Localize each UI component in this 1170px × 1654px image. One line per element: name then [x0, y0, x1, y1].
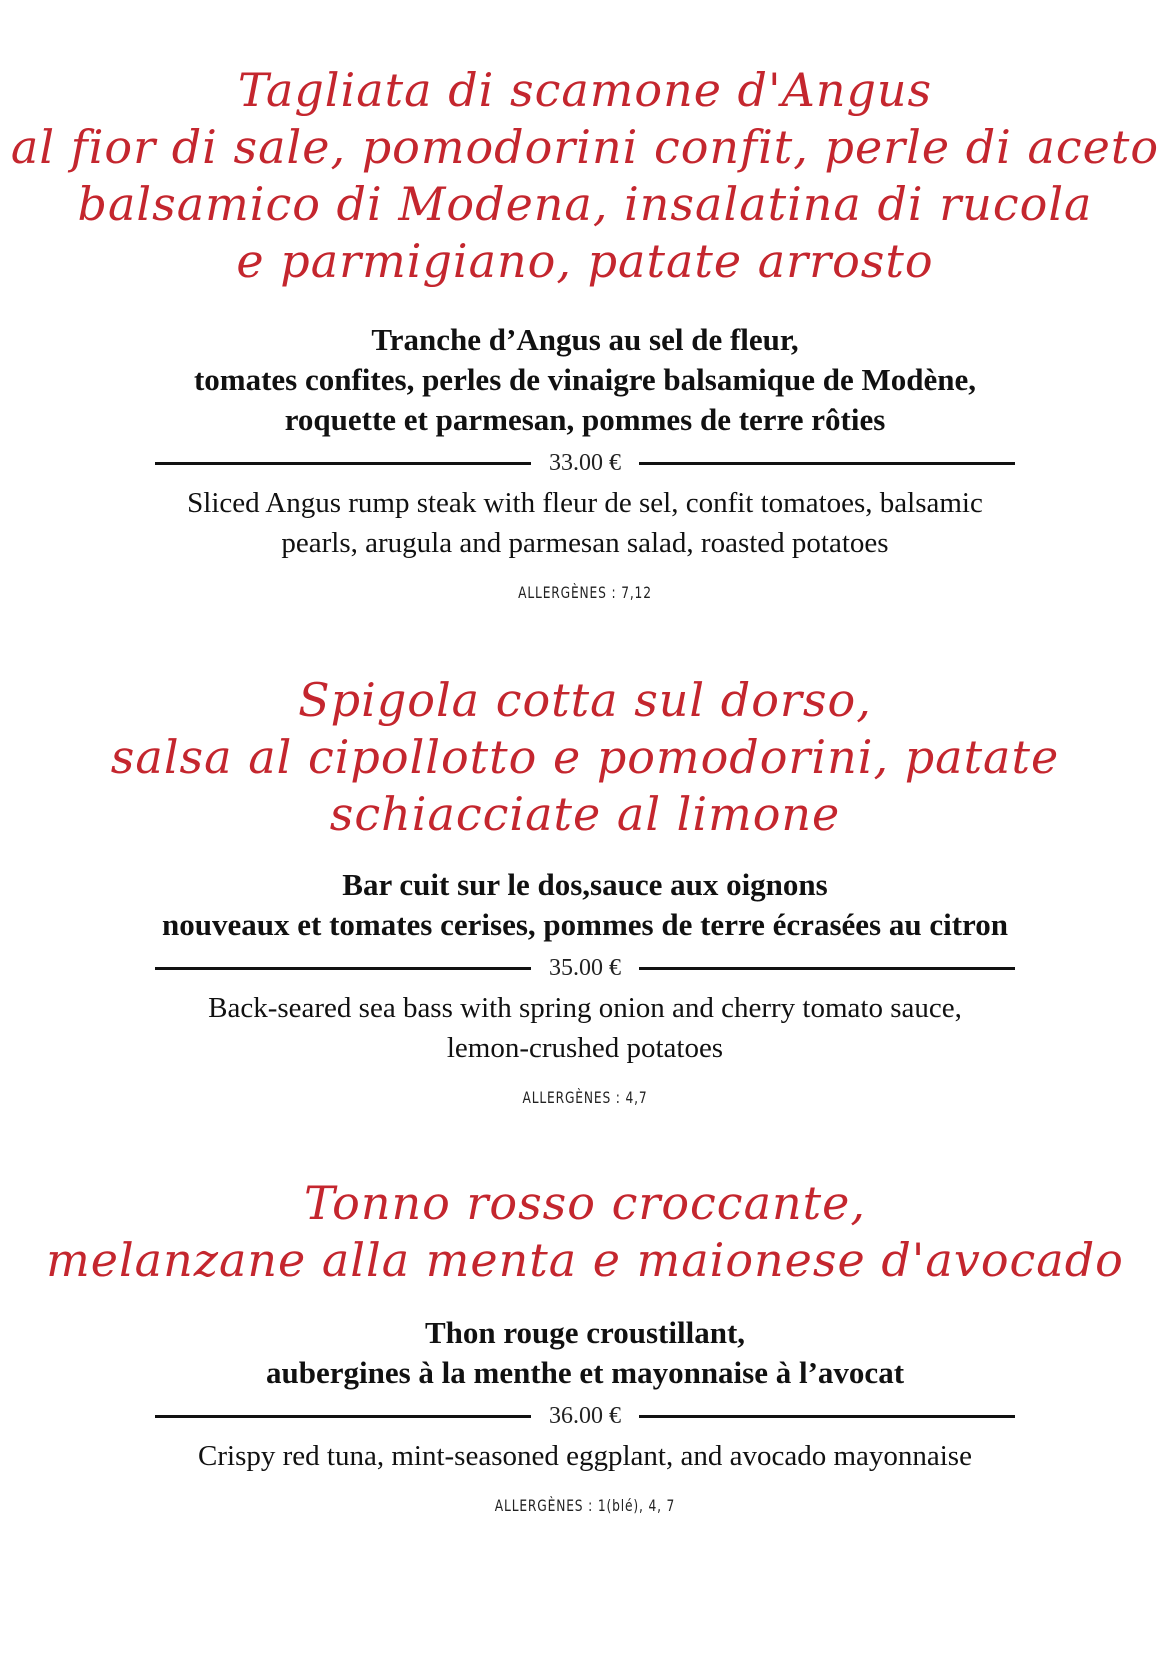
allergens-value: 4,7 — [625, 1088, 648, 1107]
price-row — [155, 450, 1015, 477]
divider-right — [639, 462, 1015, 465]
english-line: lemon-crushed potatoes — [446, 1032, 724, 1064]
price-row — [155, 955, 1015, 982]
italian-line: salsa al cipollotto e pomodorini, patate — [110, 730, 1060, 784]
divider-right — [639, 967, 1015, 970]
dish-english-description — [0, 1436, 1170, 1476]
dish-price: 33.00 € — [549, 450, 621, 476]
french-line: Tranche d’Angus au sel de fleur, — [371, 322, 799, 357]
italian-line: balsamico di Modena, insalatina di rucola — [77, 177, 1093, 231]
dish-english-description — [0, 483, 1170, 563]
english-line: Back-seared sea bass with spring onion and cherry tomato sauce, — [208, 992, 962, 1024]
dish-italian-title — [0, 62, 1170, 290]
price-row — [155, 1403, 1015, 1430]
dish-price: 36.00 € — [549, 1403, 621, 1429]
french-line: nouveaux et tomates cerises, pommes de terre écrasées au citron — [162, 907, 1008, 942]
dish-english-description — [0, 988, 1170, 1068]
french-line: roquette et parmesan, pommes de terre rôties — [284, 402, 886, 437]
english-line: Sliced Angus rump steak with fleur de sel, confit tomatoes, balsamic — [187, 487, 983, 519]
italian-line: melanzane alla menta e maionese d'avocado — [46, 1233, 1124, 1287]
divider-left — [155, 1415, 531, 1418]
allergens-value: 7,12 — [621, 583, 652, 602]
dish-french-description — [0, 865, 1170, 945]
french-line: aubergines à la menthe et mayonnaise à l’avocat — [265, 1355, 905, 1390]
allergens-value: 1(blé), 4, 7 — [597, 1496, 676, 1515]
dish-angus — [0, 62, 1170, 602]
allergens — [88, 1088, 1083, 1107]
english-line: pearls, arugula and parmesan salad, roasted potatoes — [281, 527, 889, 559]
dish-italian-title — [0, 672, 1170, 843]
dish-french-description — [0, 1313, 1170, 1393]
dish-red-tuna — [0, 1175, 1170, 1515]
dish-sea-bass — [0, 672, 1170, 1107]
italian-line: e parmigiano, patate arrosto — [236, 234, 934, 288]
divider-left — [155, 967, 531, 970]
dish-price: 35.00 € — [549, 955, 621, 981]
divider-right — [639, 1415, 1015, 1418]
italian-line: al fior di sale, pomodorini confit, perle di aceto — [10, 120, 1160, 174]
italian-line: Spigola cotta sul dorso, — [298, 673, 872, 727]
english-line: Crispy red tuna, mint-seasoned eggplant, and avocado mayonnaise — [198, 1440, 972, 1472]
allergens-label: ALLERGÈNES : — [522, 1088, 621, 1107]
french-line: Thon rouge croustillant, — [424, 1315, 746, 1350]
allergens — [88, 1496, 1083, 1515]
french-line: Bar cuit sur le dos,sauce aux oignons — [342, 867, 828, 902]
dish-italian-title — [0, 1175, 1170, 1289]
dish-french-description — [0, 320, 1170, 440]
italian-line: Tagliata di scamone d'Angus — [237, 63, 933, 117]
divider-left — [155, 462, 531, 465]
french-line: tomates confites, perles de vinaigre balsamique de Modène, — [193, 362, 977, 397]
italian-line: schiacciate al limone — [329, 787, 841, 841]
allergens-label: ALLERGÈNES : — [494, 1496, 594, 1515]
italian-line: Tonno rosso croccante, — [304, 1176, 866, 1230]
allergens — [88, 583, 1083, 602]
allergens-label: ALLERGÈNES : — [518, 583, 617, 602]
